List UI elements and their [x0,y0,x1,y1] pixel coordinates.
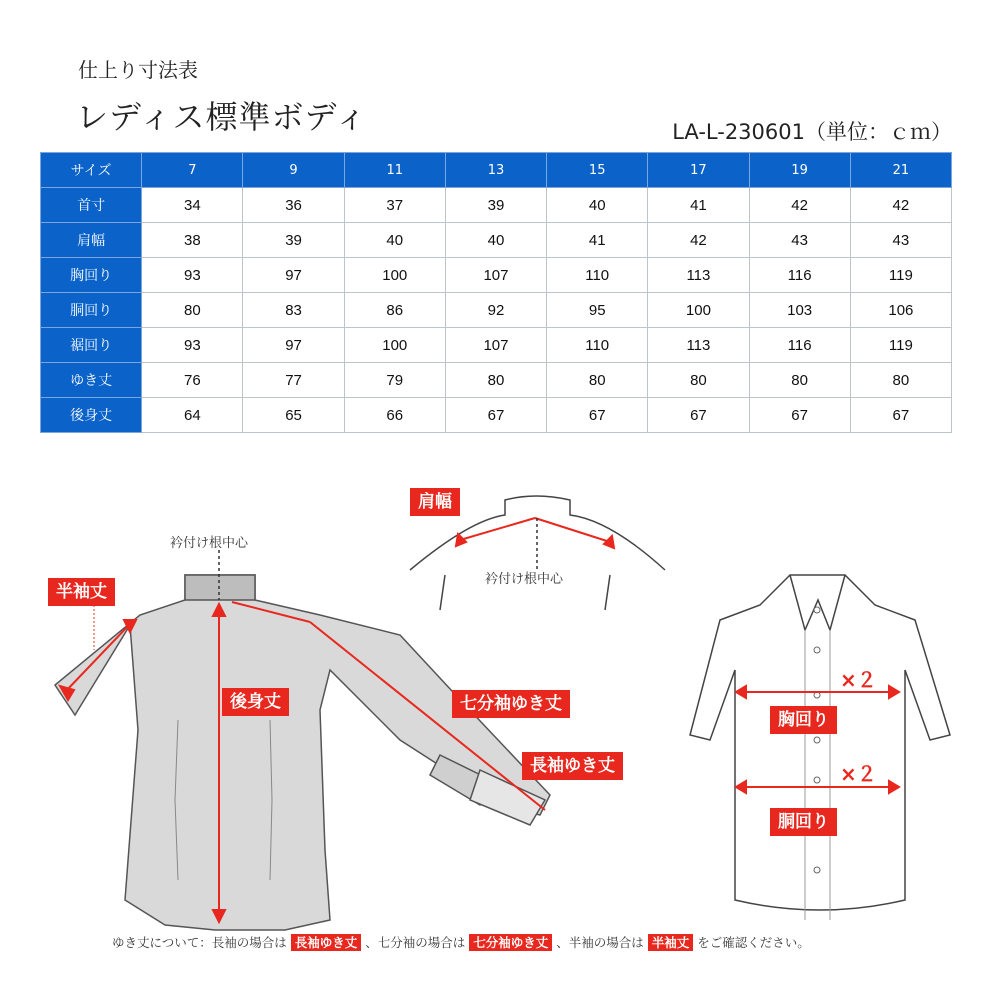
measurement-diagram [0,470,1000,1000]
seven-sleeve-label: 七分袖ゆき丈 [452,690,570,718]
shoulder-label: 肩幅 [410,488,460,516]
page-title: レディス標準ボディ [76,98,368,136]
note-text-1: ゆき丈について：長袖の場合は [112,935,287,950]
table-cell: 80 [648,363,749,398]
long-sleeve-label: 長袖ゆき丈 [522,752,623,780]
table-cell: 39 [243,223,344,258]
size-col-9: 9 [243,153,344,188]
table-cell: 100 [344,328,445,363]
table-cell: 80 [142,293,243,328]
table-cell: 93 [142,328,243,363]
row-label: 肩幅 [41,223,142,258]
row-label: 裾回り [41,328,142,363]
table-cell: 97 [243,258,344,293]
page-subtitle: 仕上り寸法表 [78,58,198,82]
chest-label: 胸回り [770,706,837,734]
table-cell: 43 [850,223,951,258]
note-text-4: をご確認ください。 [697,935,810,950]
table-cell: 86 [344,293,445,328]
table-row [41,363,952,398]
table-cell: 39 [445,188,546,223]
table-cell: 110 [547,258,648,293]
table-cell: 67 [547,398,648,433]
table-cell: 40 [547,188,648,223]
size-col-21: 21 [850,153,951,188]
size-col-15: 15 [547,153,648,188]
table-cell: 67 [445,398,546,433]
table-cell: 41 [547,223,648,258]
table-cell: 97 [243,328,344,363]
table-cell: 43 [749,223,850,258]
note-tag-long-sleeve: 長袖ゆき丈 [291,934,362,951]
table-cell: 113 [648,328,749,363]
table-cell: 107 [445,328,546,363]
table-row [41,398,952,433]
size-header-row [41,153,952,188]
collar-center-top-label: 衿付け根中心 [485,572,564,587]
table-row [41,258,952,293]
table-cell: 103 [749,293,850,328]
shirt-illustration [0,470,1000,1000]
table-cell: 41 [648,188,749,223]
waist-label: 胴回り [770,808,837,836]
table-row [41,188,952,223]
times-two-chest: ×２ [840,668,877,692]
table-cell: 93 [142,258,243,293]
product-code: LA-L-230601（単位：ｃｍ） [672,120,952,144]
row-label: 胸回り [41,258,142,293]
table-row [41,223,952,258]
table-cell: 67 [749,398,850,433]
size-table [40,152,952,433]
table-cell: 80 [547,363,648,398]
table-cell: 100 [344,258,445,293]
half-sleeve-label: 半袖丈 [48,578,115,606]
table-row [41,293,952,328]
back-length-label: 後身丈 [222,688,289,716]
table-cell: 100 [648,293,749,328]
table-cell: 83 [243,293,344,328]
row-label: ゆき丈 [41,363,142,398]
size-col-17: 17 [648,153,749,188]
size-col-13: 13 [445,153,546,188]
table-cell: 119 [850,328,951,363]
table-cell: 106 [850,293,951,328]
table-cell: 67 [648,398,749,433]
table-cell: 95 [547,293,648,328]
table-cell: 40 [344,223,445,258]
collar-center-back-label: 衿付け根中心 [170,536,249,551]
table-cell: 76 [142,363,243,398]
table-cell: 80 [850,363,951,398]
note-tag-seven-sleeve: 七分袖ゆき丈 [469,934,552,951]
table-cell: 107 [445,258,546,293]
size-col-11: 11 [344,153,445,188]
row-label: 首寸 [41,188,142,223]
sleeve-length-note [112,933,810,951]
table-row [41,328,952,363]
table-cell: 113 [648,258,749,293]
table-cell: 116 [749,258,850,293]
size-header-label: サイズ [41,153,142,188]
table-cell: 80 [445,363,546,398]
table-cell: 65 [243,398,344,433]
note-text-3: 、半袖の場合は [556,935,644,950]
table-cell: 42 [749,188,850,223]
table-cell: 66 [344,398,445,433]
table-cell: 116 [749,328,850,363]
note-text-2: 、七分袖の場合は [365,935,466,950]
table-cell: 42 [850,188,951,223]
table-cell: 40 [445,223,546,258]
table-cell: 110 [547,328,648,363]
note-tag-half-sleeve: 半袖丈 [648,934,694,951]
size-col-19: 19 [749,153,850,188]
table-cell: 38 [142,223,243,258]
table-cell: 67 [850,398,951,433]
table-cell: 64 [142,398,243,433]
row-label: 胴回り [41,293,142,328]
table-cell: 77 [243,363,344,398]
table-cell: 36 [243,188,344,223]
row-label: 後身丈 [41,398,142,433]
size-col-7: 7 [142,153,243,188]
times-two-waist: ×２ [840,762,877,786]
table-cell: 37 [344,188,445,223]
table-cell: 119 [850,258,951,293]
table-cell: 79 [344,363,445,398]
table-cell: 92 [445,293,546,328]
table-cell: 42 [648,223,749,258]
table-cell: 34 [142,188,243,223]
table-cell: 80 [749,363,850,398]
